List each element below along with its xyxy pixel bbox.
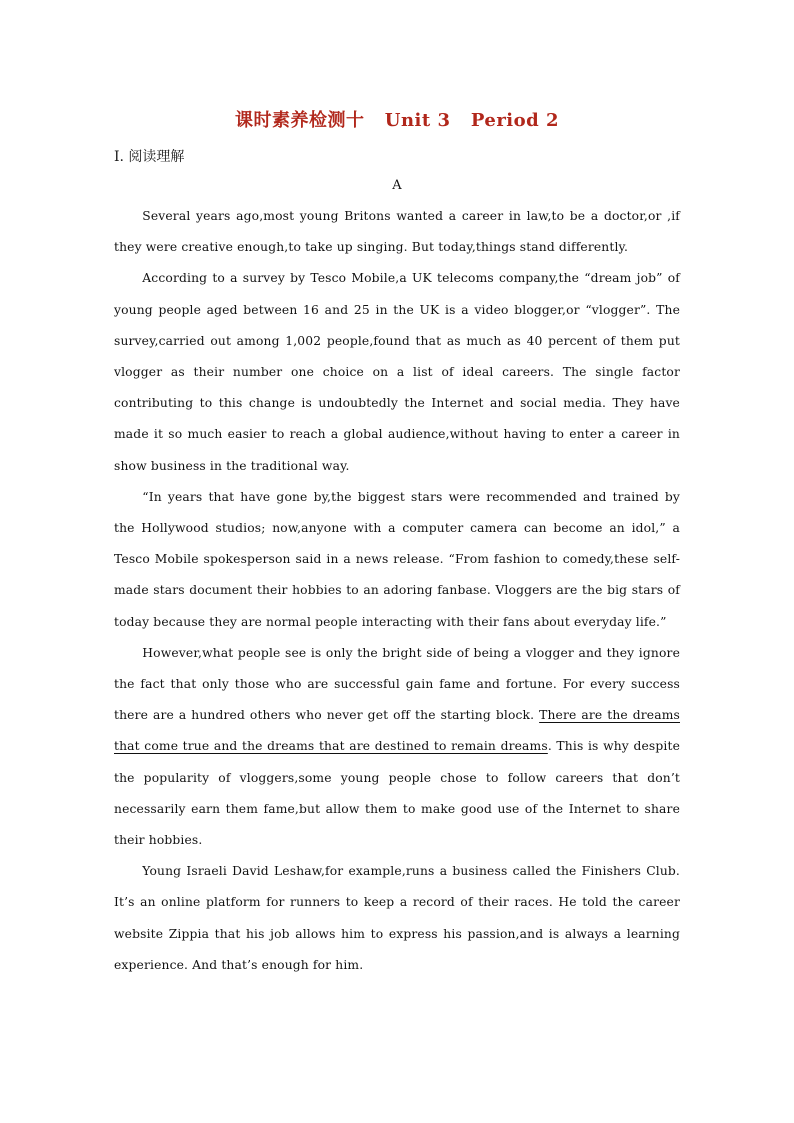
title-period: Period 2	[470, 110, 560, 131]
page-title	[0, 106, 794, 132]
paragraph-4	[114, 638, 680, 856]
title-unit: Unit 3	[384, 110, 451, 131]
title-chinese: 课时素养检测十	[234, 110, 365, 131]
paragraph-4-lead: However,what people see is only the bright side of being a vlogger and they ignore the fact that only those who are successful gain fame and fortune. For every success there are a hundred others who never get off the starting block.	[114, 645, 680, 723]
paragraph-1: Several years ago,most young Britons wanted a career in law,to be a doctor,or ,if they were creative enough,to take up singing. But today,things stand differently.	[114, 209, 680, 255]
passage-body	[114, 201, 680, 981]
paragraph-2: According to a survey by Tesco Mobile,a UK telecoms company,the “dream job” of young people aged between 16 and 25 in the UK is a video blogger,or “vlogger”. The survey,carried out among 1,002 people,found that as much as 40 percent of them put vlogger as their number one choice on a list of ideal careers. The single factor contributing to this change is undoubtedly the Internet and social media. They have made it so much easier to reach a global audience,without having to enter a career in show business in the traditional way.	[114, 271, 680, 473]
passage-label: A	[392, 178, 402, 193]
paragraph-5: Young Israeli David Leshaw,for example,runs a business called the Finishers Club. It’s an online platform for runners to keep a record of their races. He told the career website Zippia that his job allows him to express his passion,and is always a learning experience. And that’s enough for him.	[114, 864, 680, 972]
underlined-sentence: There are the dreams that come true and the dreams that are destined to remain dreams	[114, 708, 680, 754]
paragraph-4-tail: . This is why despite the popularity of vloggers,some young people chose to follow careers that don’t necessarily earn them fame,but allow them to make good use of the Internet to share their hobbies.	[114, 739, 681, 848]
section-heading-reading: Ⅰ. 阅读理解	[114, 149, 185, 165]
paragraph-3: “In years that have gone by,the biggest stars were recommended and trained by the Hollywood studios; now,anyone with a computer camera can become an idol,” a Tesco Mobile spokesperson said in a news release. “From fashion to comedy,these self-made stars document their hobbies to an adoring fanbase. Vloggers are the big stars of today because they are normal people interacting with their fans about everyday life.”	[114, 489, 680, 629]
